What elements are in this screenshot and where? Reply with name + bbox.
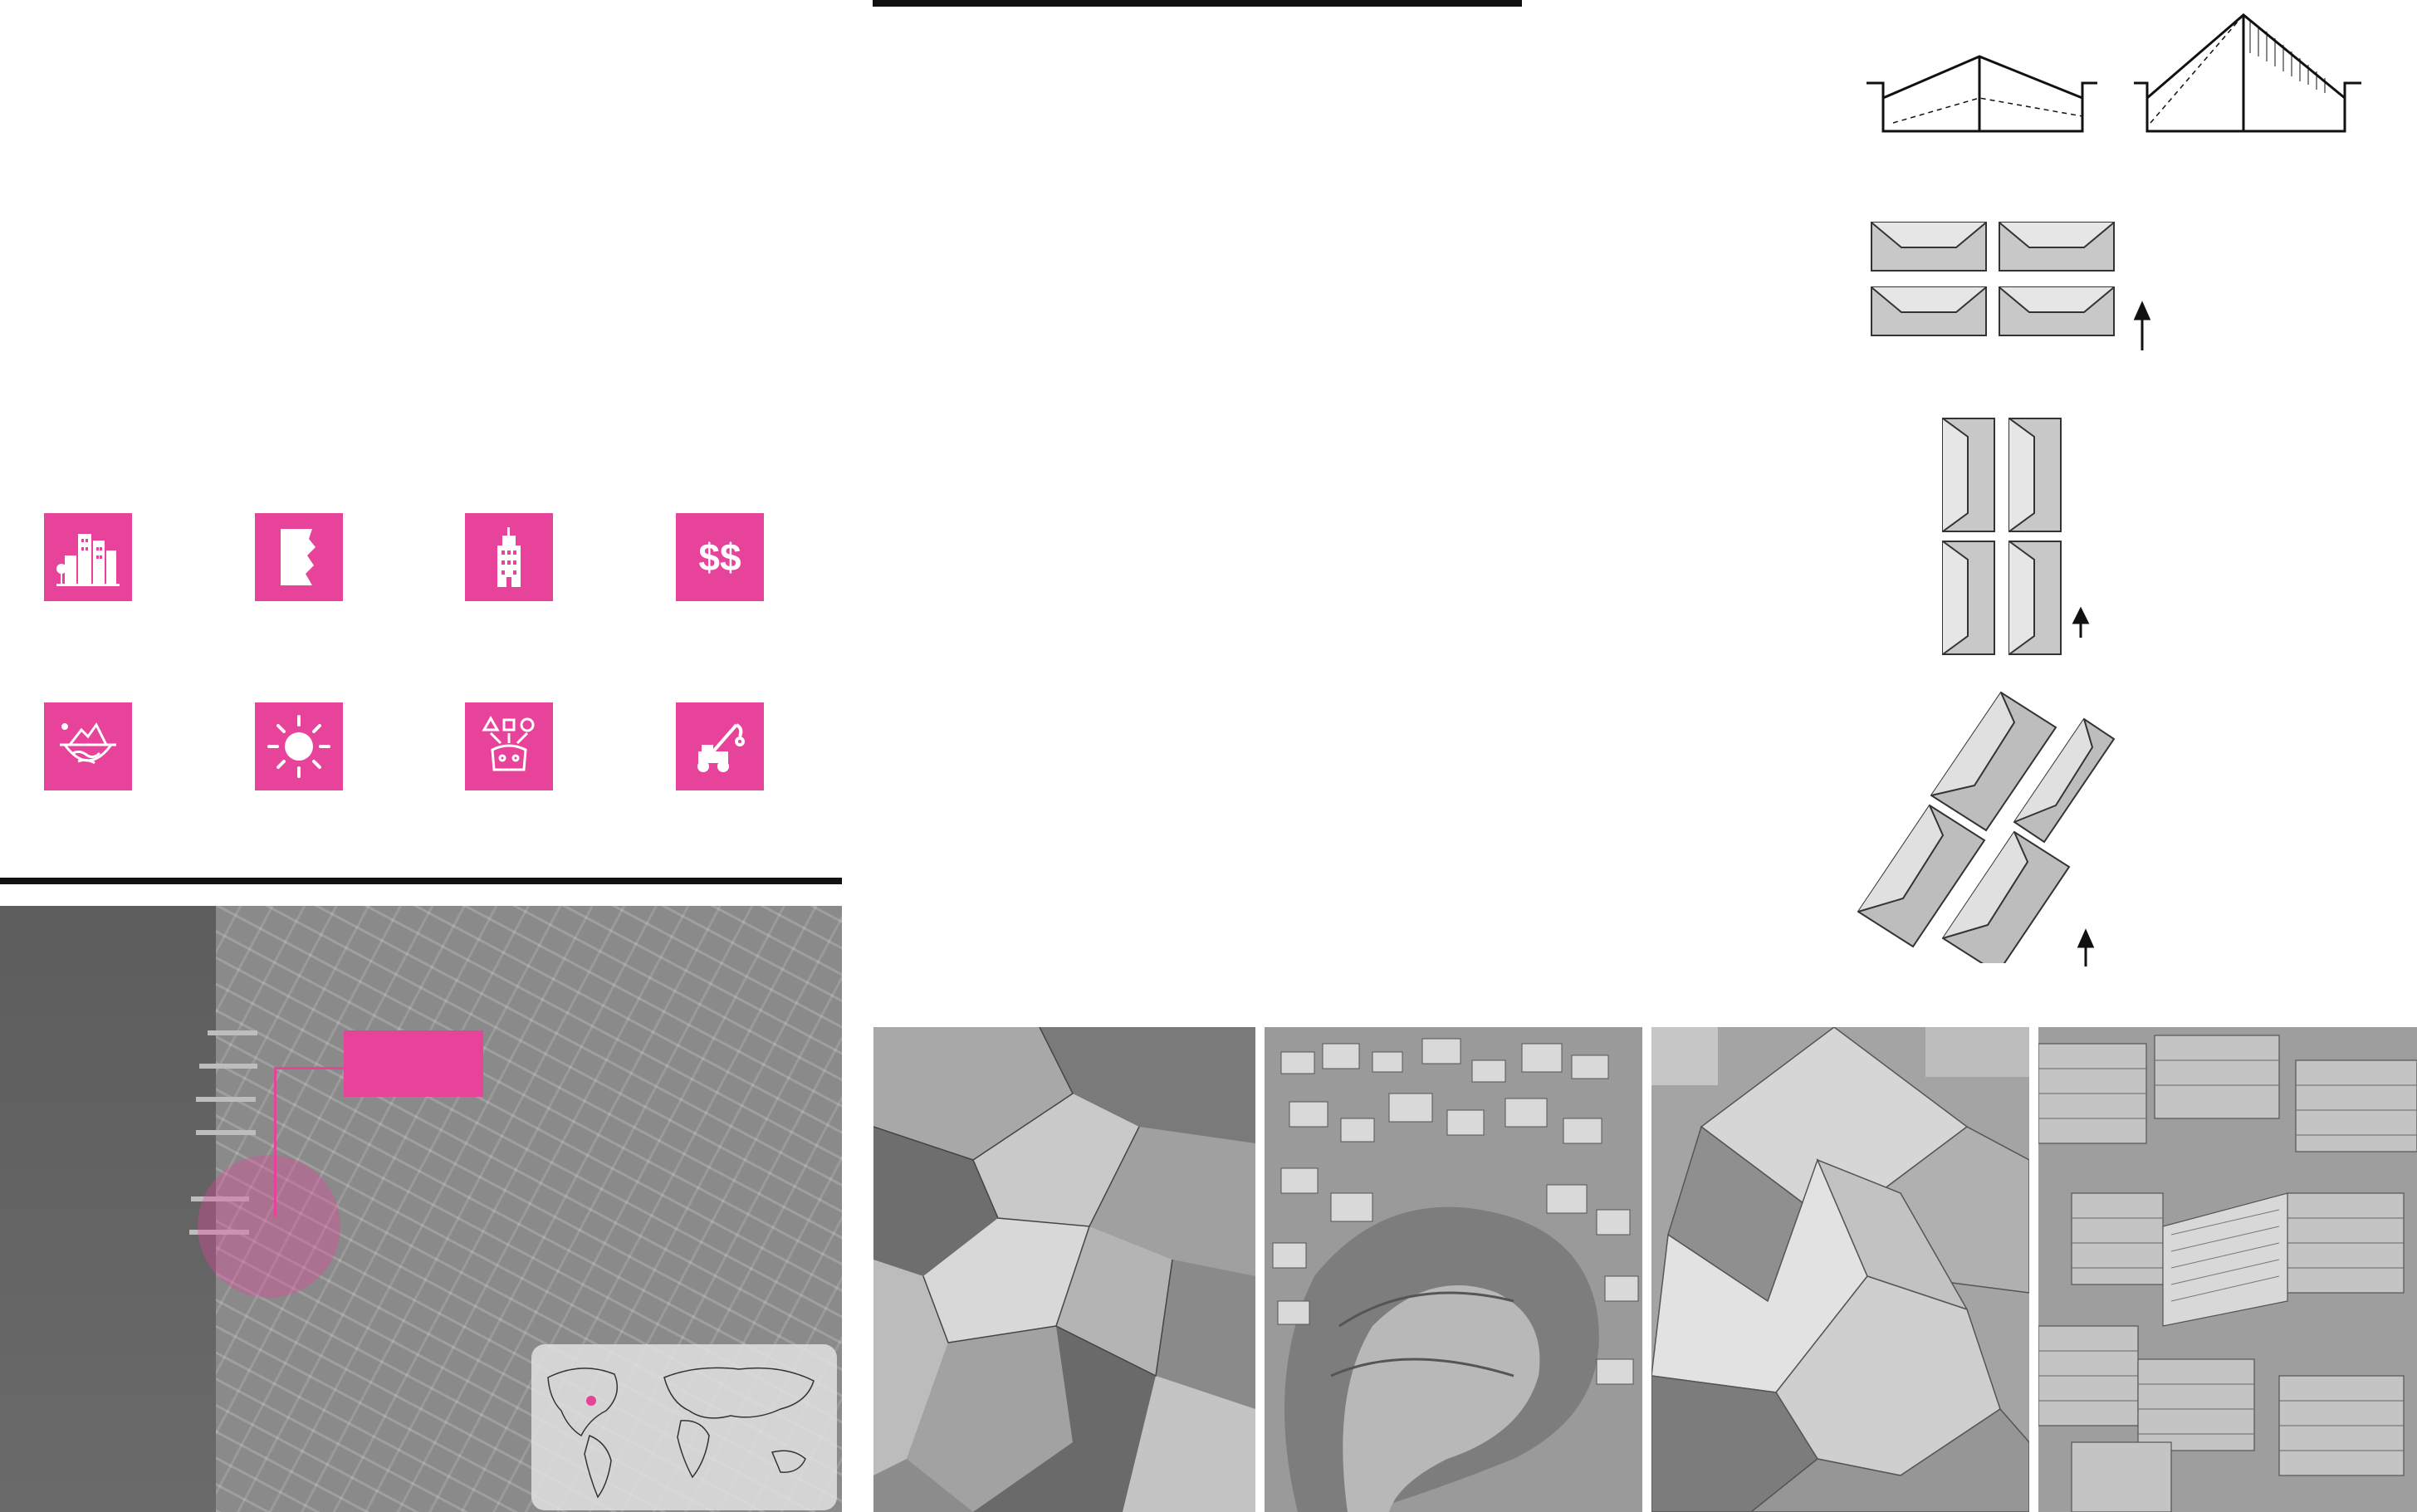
icon-tile-carved (208, 513, 390, 616)
icon-tile-education (418, 702, 600, 805)
education-icon (465, 702, 553, 790)
site-highlight-circle (198, 1155, 340, 1298)
carved-surface-icon (255, 513, 343, 601)
icon-tile-cost (629, 513, 811, 616)
model-photo-1 (873, 1027, 1255, 1512)
block-modules-set-3 (1852, 689, 2117, 963)
sun-icon (255, 702, 343, 790)
icon-tile-urban (0, 513, 179, 616)
model-photo-4 (2038, 1027, 2417, 1512)
block-modules-set-2 (1935, 415, 2126, 681)
model-photo-2 (1265, 1027, 1642, 1512)
marker-leader-line (274, 1067, 276, 1216)
office-tower-icon (465, 513, 553, 601)
icon-tile-office (418, 513, 600, 616)
geometry-heading (873, 0, 1522, 7)
north-arrow-icon (2076, 928, 2096, 966)
map-heading (0, 878, 842, 884)
dollar-icon (676, 513, 764, 601)
icon-tile-built (629, 702, 811, 805)
city-buildings-icon (44, 513, 132, 601)
site-aerial-map (0, 906, 842, 1512)
block-modules-set-1 (1868, 218, 2150, 359)
continental-icon (44, 702, 132, 790)
icon-tile-continental (0, 702, 179, 805)
site-marker-label (344, 1030, 483, 1097)
section-cutoff-diagrams (1860, 7, 2408, 139)
crane-icon (676, 702, 764, 790)
model-photo-3 (1651, 1027, 2029, 1512)
icon-tile-solar (208, 702, 390, 805)
svg-text:$$: $$ (698, 536, 741, 579)
world-map-inset (531, 1344, 837, 1510)
